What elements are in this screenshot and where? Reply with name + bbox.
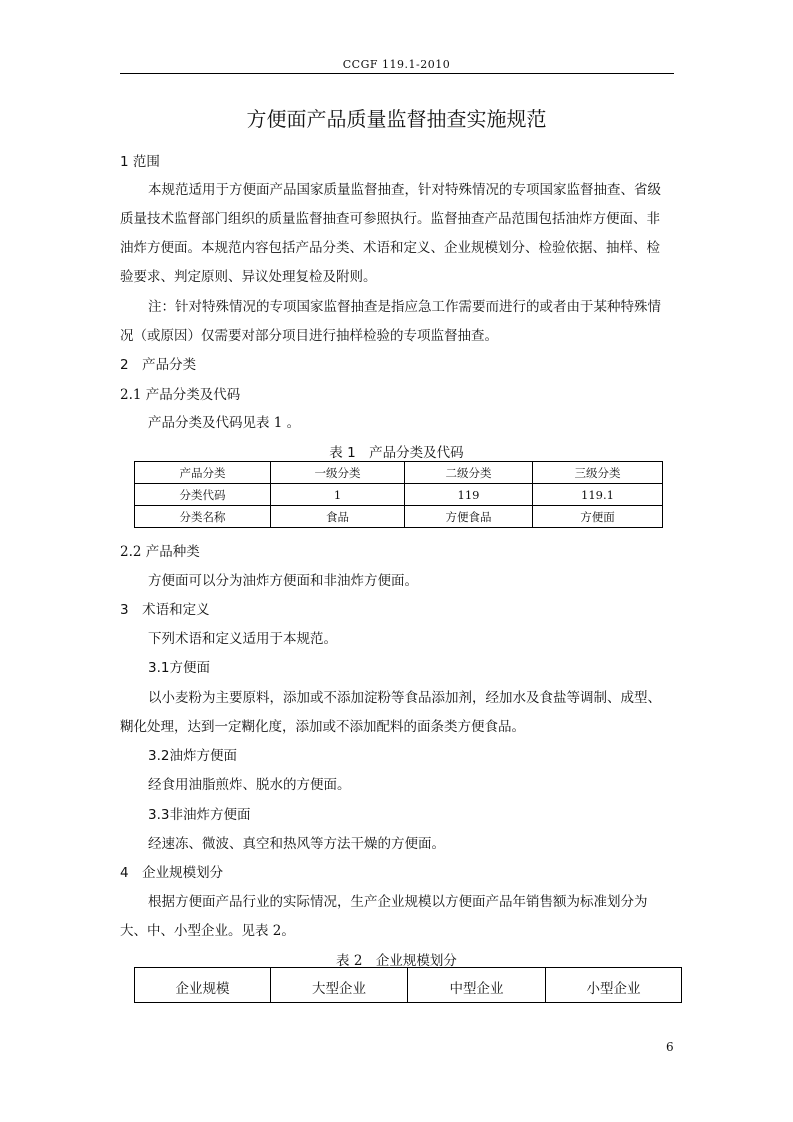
table-cell: 方便食品 bbox=[405, 506, 533, 528]
s1-note-line: 况（或原因）仅需要对部分项目进行抽样检验的专项监督抽查。 bbox=[120, 328, 498, 344]
page-number: 6 bbox=[666, 1040, 674, 1054]
table-2-enterprise-scale bbox=[134, 967, 682, 1003]
term-3-2-heading: 3.2油炸方便面 bbox=[148, 748, 237, 764]
table-cell: 食品 bbox=[271, 506, 405, 528]
table-cell: 三级分类 bbox=[533, 462, 663, 484]
section-1-heading: 1 范围 bbox=[120, 154, 160, 170]
s21-text: 产品分类及代码见表 1 。 bbox=[148, 415, 301, 431]
table-1-product-classification bbox=[134, 461, 663, 528]
s3-intro: 下列术语和定义适用于本规范。 bbox=[148, 631, 337, 647]
s4-text-line: 大、中、小型企业。见表 2。 bbox=[120, 923, 295, 939]
s1-paragraph-line: 油炸方便面。本规范内容包括产品分类、术语和定义、企业规模划分、检验依据、抽样、检 bbox=[120, 240, 660, 256]
table-cell: 二级分类 bbox=[405, 462, 533, 484]
term-3-2-text: 经食用油脂煎炸、脱水的方便面。 bbox=[148, 777, 351, 793]
s1-note-line: 注：针对特殊情况的专项国家监督抽查是指应急工作需要而进行的或者由于某种特殊情 bbox=[148, 299, 661, 315]
table-row bbox=[135, 484, 663, 506]
section-4-heading: 4 企业规模划分 bbox=[120, 865, 224, 881]
running-header: CCGF 119.1-2010 bbox=[342, 58, 451, 71]
table-cell: 分类代码 bbox=[135, 484, 271, 506]
table-cell: 119 bbox=[405, 484, 533, 506]
term-3-1-heading: 3.1方便面 bbox=[148, 660, 210, 676]
table-cell: 大型企业 bbox=[271, 968, 408, 1003]
table-cell: 119.1 bbox=[533, 484, 663, 506]
term-3-3-text: 经速冻、微波、真空和热风等方法干燥的方便面。 bbox=[148, 836, 445, 852]
table-cell: 方便面 bbox=[533, 506, 663, 528]
table-2-caption: 表 2 企业规模划分 bbox=[336, 953, 457, 969]
section-2-heading: 2 产品分类 bbox=[120, 357, 197, 373]
document-title: 方便面产品质量监督抽查实施规范 bbox=[246, 107, 547, 131]
s4-text-line: 根据方便面产品行业的实际情况，生产企业规模以方便面产品年销售额为标准划分为 bbox=[148, 894, 648, 910]
section-2-1-heading: 2.1 产品分类及代码 bbox=[120, 387, 241, 403]
section-3-heading: 3 术语和定义 bbox=[120, 602, 210, 618]
table-1-caption: 表 1 产品分类及代码 bbox=[329, 445, 464, 461]
s1-paragraph-line: 验要求、判定原则、异议处理复检及附则。 bbox=[120, 269, 377, 285]
table-row bbox=[135, 462, 663, 484]
table-row bbox=[135, 506, 663, 528]
table-cell: 产品分类 bbox=[135, 462, 271, 484]
s22-text: 方便面可以分为油炸方便面和非油炸方便面。 bbox=[148, 573, 418, 589]
s1-paragraph-line: 本规范适用于方便面产品国家质量监督抽查，针对特殊情况的专项国家监督抽查、省级 bbox=[148, 182, 661, 198]
table-cell: 企业规模 bbox=[135, 968, 271, 1003]
table-row bbox=[135, 968, 682, 1003]
table-cell: 1 bbox=[271, 484, 405, 506]
term-3-3-heading: 3.3非油炸方便面 bbox=[148, 807, 251, 823]
section-2-2-heading: 2.2 产品种类 bbox=[120, 544, 200, 560]
table-cell: 分类名称 bbox=[135, 506, 271, 528]
s1-paragraph-line: 质量技术监督部门组织的质量监督抽查可参照执行。监督抽查产品范围包括油炸方便面、非 bbox=[120, 211, 660, 227]
term-3-1-text-line: 以小麦粉为主要原料，添加或不添加淀粉等食品添加剂，经加水及食盐等调制、成型、 bbox=[148, 690, 661, 706]
table-cell: 一级分类 bbox=[271, 462, 405, 484]
table-cell: 中型企业 bbox=[408, 968, 546, 1003]
table-cell: 小型企业 bbox=[546, 968, 682, 1003]
header-rule bbox=[120, 73, 674, 74]
term-3-1-text-line: 糊化处理，达到一定糊化度，添加或不添加配料的面条类方便食品。 bbox=[120, 719, 525, 735]
